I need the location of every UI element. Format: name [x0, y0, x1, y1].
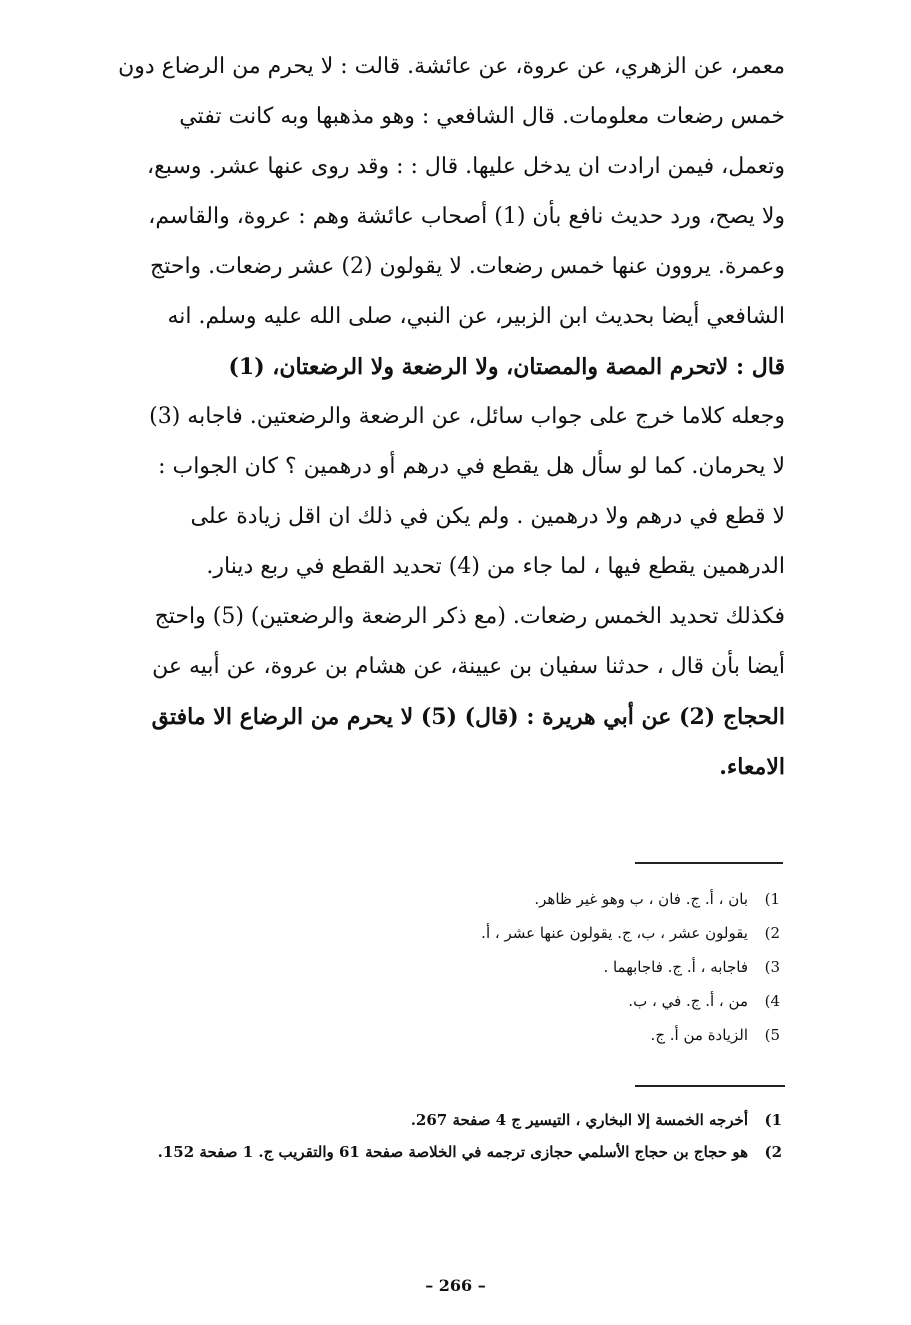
footnote-number: 4)	[764, 992, 780, 1010]
footnote-row	[300, 1026, 780, 1060]
footnote-text: من ، أ. ج. في ، ب.	[628, 992, 748, 1010]
footnote-text: الزيادة من أ. ج.	[650, 1026, 748, 1044]
footnote-text: يقولون عشر ، ب، ج. يقولون عنها عشر ، أ.	[481, 924, 748, 942]
main-text-body	[110, 42, 785, 792]
footnote-number: 5)	[764, 1026, 780, 1044]
text-line-11: الدرهمين يقطع فيها ، لما جاء من (4) تحديد القطع في ربع دينار.	[206, 554, 785, 579]
text-line-9: لا يحرمان. كما لو سأل هل يقطع في درهم أو درهمين ؟ كان الجواب :	[158, 454, 785, 479]
footnote-number: 3)	[764, 958, 780, 976]
text-line-7: قال : لاتحرم المصة والمصتان، ولا الرضعة ولا الرضعتان، (1)	[228, 354, 785, 380]
footnote-row	[110, 1136, 782, 1168]
text-line-1: معمر، عن الزهري، عن عروة، عن عائشة. قالت : لا يحرم من الرضاع دون	[118, 54, 785, 79]
text-line-4: ولا يصح، ورد حديث نافع بأن (1) أصحاب عائشة وهم : عروة، والقاسم،	[148, 204, 785, 229]
footnote-number: 2)	[764, 924, 780, 942]
text-line-14: الحجاج (2) عن أبي هريرة : (قال) (5) لا يحرم من الرضاع الا مافتق	[151, 704, 785, 730]
text-line-8: وجعله كلاما خرج على جواب سائل، عن الرضعة والرضعتين. فاجابه (3)	[149, 404, 785, 429]
text-line-3: وتعمل، فيمن ارادت ان يدخل عليها. قال : : وقد روى عنها عشر. وسبع،	[147, 154, 785, 179]
footnote-text: فاجابه ، أ. ج. فاجابهما .	[603, 958, 748, 976]
footnote-row	[110, 1104, 782, 1136]
text-line-12: فكذلك تحديد الخمس رضعات. (مع ذكر الرضعة والرضعتين) (5) واحتج	[154, 604, 785, 629]
footnote-text: هو حجاج بن حجاج الأسلمي حجازى ترجمه في الخلاصة صفحة 61 والتقريب ج. 1 صفحة 152.	[157, 1143, 748, 1161]
text-line-13: أيضا بأن قال ، حدثنا سفيان بن عيينة، عن هشام بن عروة، عن أبيه عن	[152, 654, 785, 679]
footnote-text: أخرجه الخمسة إلا البخاري ، التيسير ج 4 صفحة 267.	[410, 1111, 748, 1129]
page-number: – 266 –	[425, 1276, 486, 1295]
variant-footnotes	[300, 890, 780, 1060]
footnote-row	[300, 924, 780, 958]
footnote-divider-sources	[635, 1085, 785, 1087]
footnote-number: 2)	[764, 1143, 782, 1161]
footnote-divider-variants	[635, 862, 783, 864]
footnote-row	[300, 992, 780, 1026]
text-line-6: الشافعي أيضا بحديث ابن الزبير، عن النبي، صلى الله عليه وسلم. انه	[167, 304, 785, 329]
text-line-10: لا قطع في درهم ولا درهمين . ولم يكن في ذلك ان اقل زيادة على	[190, 504, 785, 529]
source-footnotes	[110, 1104, 782, 1168]
footnote-text: بان ، أ. ج. فان ، ب وهو غير ظاهر.	[534, 890, 748, 908]
footnote-row	[300, 958, 780, 992]
text-line-2: خمس رضعات معلومات. قال الشافعي : وهو مذهبها وبه كانت تفتي	[179, 104, 785, 129]
text-line-15: الامعاء.	[719, 754, 785, 780]
footnote-number: 1)	[764, 890, 780, 908]
footnote-row	[300, 890, 780, 924]
footnote-number: 1)	[764, 1111, 782, 1129]
text-line-5: وعمرة. يروون عنها خمس رضعات. لا يقولون (2) عشر رضعات. واحتج	[150, 254, 785, 279]
